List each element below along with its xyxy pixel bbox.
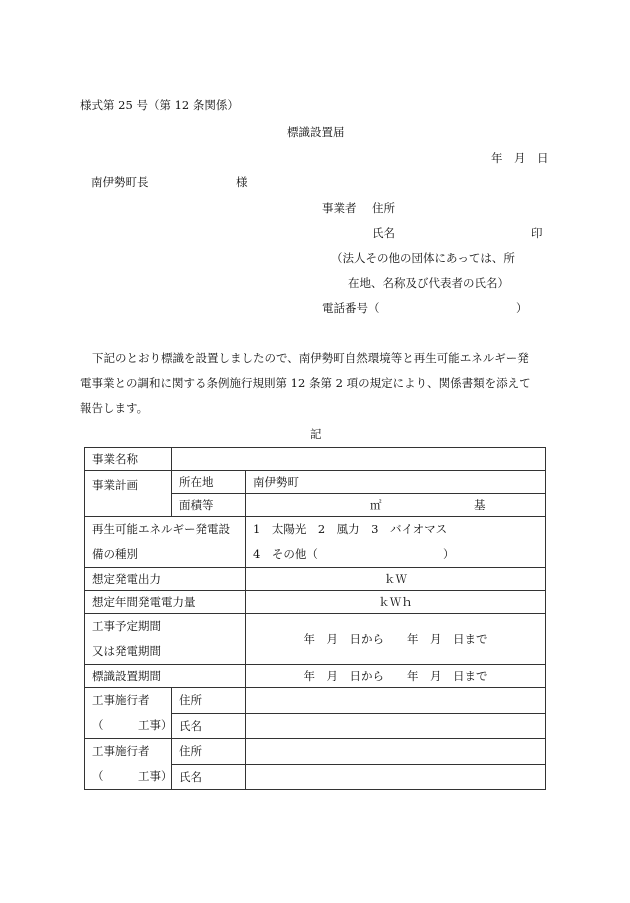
table-row (85, 448, 546, 471)
construction-period-label: 工事予定期間 又は発電期間 (85, 614, 246, 665)
phone-label: 電話番号（ (322, 301, 380, 315)
applicant-address-label: 住所 (372, 201, 395, 215)
output-label: 想定発電出力 (85, 568, 246, 591)
contractor-2-address-label: 住所 (172, 739, 246, 765)
project-name-field[interactable] (172, 448, 546, 471)
page-title: 標識設置届 (287, 125, 345, 139)
type-other-close: ） (443, 547, 455, 561)
ki-heading: 記 (310, 427, 322, 441)
table-row (85, 591, 546, 614)
contractor-1-address-field[interactable] (246, 688, 546, 714)
applicant-name-label: 氏名 (372, 226, 395, 240)
contractor-2-label: 工事施行者 （ 工事） (85, 739, 172, 790)
applicant-note-line1: （法人その他の団体にあっては、所 (331, 251, 515, 265)
honorific: 様 (236, 175, 248, 189)
table-row (85, 568, 546, 591)
contractor-1-address-label: 住所 (172, 688, 246, 714)
table-row (85, 517, 546, 568)
contractor-2-name-field[interactable] (246, 764, 546, 790)
contractor-2-address-field[interactable] (246, 739, 546, 765)
report-table (84, 447, 546, 790)
project-plan-label: 事業計画 (85, 471, 172, 517)
applicant-note-line2: 在地、名称及び代表者の氏名） (348, 276, 509, 290)
generation-type-field[interactable]: 1 太陽光 2 風力 3 バイオマス 4 その他（ ） (246, 517, 546, 568)
applicant-label: 事業者 (322, 201, 357, 215)
date-field: 年 月 日 (491, 151, 549, 165)
generation-type-label: 再生可能エネルギー発電設 備の種別 (85, 517, 246, 568)
count-unit: 基 (474, 498, 486, 512)
location-label: 所在地 (172, 471, 246, 494)
table-row (85, 614, 546, 665)
annual-output-field[interactable]: ｋＷｈ (246, 591, 546, 614)
sign-period-label: 標識設置期間 (85, 665, 246, 688)
contractor-1-name-label: 氏名 (172, 713, 246, 739)
table-row (85, 471, 546, 494)
area-field[interactable] (246, 494, 546, 517)
sign-period-field[interactable]: 年 月 日から 年 月 日まで (246, 665, 546, 688)
location-field[interactable]: 南伊勢町 (246, 471, 546, 494)
annual-output-label: 想定年間発電電力量 (85, 591, 246, 614)
form-number: 様式第 25 号（第 12 条関係） (80, 98, 239, 112)
body-line-1: 下記のとおり標識を設置しましたので、南伊勢町自然環境等と再生可能エネルギー発 (92, 351, 529, 365)
construction-period-field[interactable]: 年 月 日から 年 月 日まで (246, 614, 546, 665)
table-row (85, 739, 546, 765)
contractor-1-name-field[interactable] (246, 713, 546, 739)
project-name-label: 事業名称 (85, 448, 172, 471)
phone-close: ） (516, 301, 528, 315)
body-line-3: 報告します。 (80, 401, 149, 415)
contractor-2-name-label: 氏名 (172, 764, 246, 790)
body-line-2: 電事業との調和に関する条例施行規則第 12 条第 2 項の規定により、関係書類を添えて (80, 376, 531, 390)
area-unit: ㎡ (370, 498, 382, 512)
seal-mark: 印 (531, 226, 543, 240)
addressee: 南伊勢町長 (91, 175, 149, 189)
output-field[interactable]: ｋＷ (246, 568, 546, 591)
table-row (85, 688, 546, 714)
area-label: 面積等 (172, 494, 246, 517)
table-row (85, 665, 546, 688)
contractor-1-label: 工事施行者 （ 工事） (85, 688, 172, 739)
